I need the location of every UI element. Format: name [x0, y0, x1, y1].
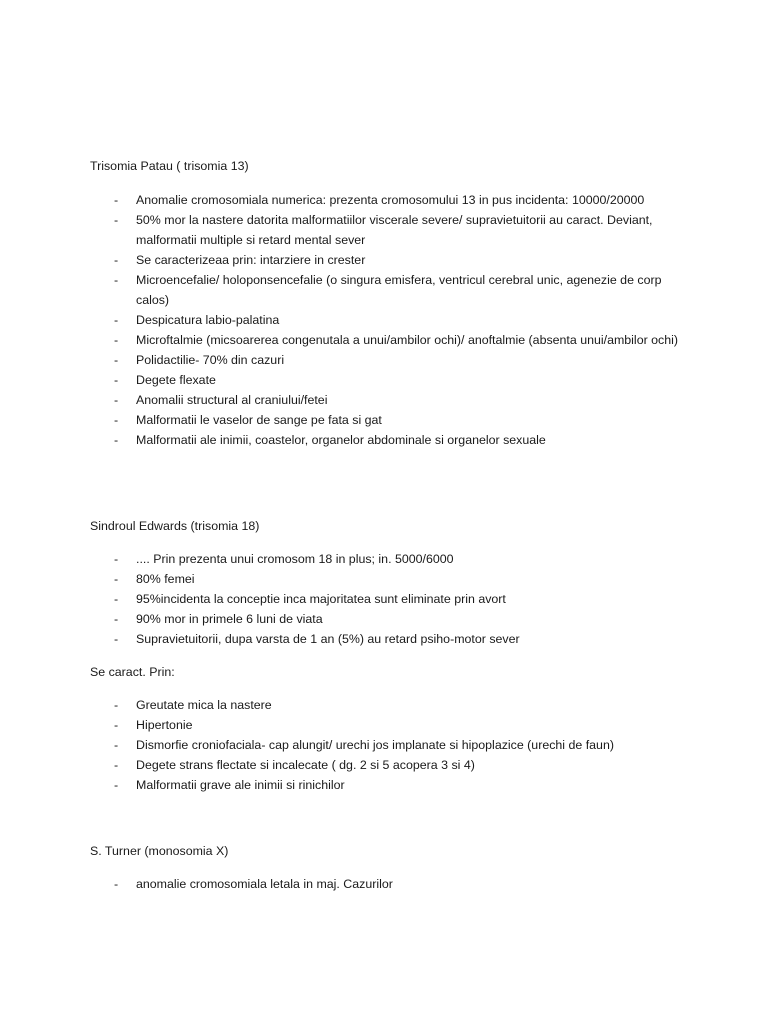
list-item-text: Polidactilie- 70% din cazuri	[136, 353, 285, 367]
list-item	[0, 715, 768, 735]
bullet-dash: -	[114, 353, 119, 367]
list-item	[0, 695, 768, 715]
list-item-text: Anomalie cromosomiala numerica: prezenta cromosomului 13 in pus incidenta: 10000/20000	[136, 193, 645, 207]
section-title-edwards: Sindroul Edwards (trisomia 18)	[90, 519, 260, 533]
bullet-dash: -	[114, 313, 119, 327]
list-item-text: 80% femei	[136, 572, 195, 586]
bullet-dash: -	[114, 572, 119, 586]
list-item	[0, 569, 768, 589]
list-item-text: Malformatii ale inimii, coastelor, organelor abdominale si organelor sexuale	[136, 433, 546, 447]
list-item	[0, 589, 768, 609]
list-item	[0, 370, 768, 390]
list-item	[0, 549, 768, 569]
list-item-text: Degete strans flectate si incalecate ( dg. 2 si 5 acopera 3 si 4)	[136, 758, 475, 772]
list-item	[0, 330, 768, 350]
list-item-text: Hipertonie	[136, 718, 193, 732]
bullet-dash: -	[114, 632, 119, 646]
list-item	[0, 190, 768, 210]
bullet-dash: -	[114, 738, 119, 752]
bullet-dash: -	[114, 373, 119, 387]
bullet-dash: -	[114, 253, 119, 267]
bullet-dash: -	[114, 333, 119, 347]
list-item-text: Microencefalie/ holoponsencefalie (o singura emisfera, ventricul cerebral unic, agenezie de corp calos)	[136, 273, 662, 307]
list-item-text: Despicatura labio-palatina	[136, 313, 280, 327]
bullet-dash: -	[114, 592, 119, 606]
list-item-text: 50% mor la nastere datorita malformatiilor viscerale severe/ supravietuitorii au caract. Deviant, malformatii multiple si retard mental sever	[136, 213, 653, 247]
list-item	[0, 350, 768, 370]
list-item	[0, 250, 768, 270]
list-item	[0, 609, 768, 629]
list-item-text: Malformatii grave ale inimii si rinichilor	[136, 778, 345, 792]
list-item-text: .... Prin prezenta unui cromosom 18 in plus; in. 5000/6000	[136, 552, 454, 566]
list-item-text: anomalie cromosomiala letala in maj. Cazurilor	[136, 877, 393, 891]
list-item	[0, 310, 768, 330]
bullet-dash: -	[114, 612, 119, 626]
bullet-dash: -	[114, 552, 119, 566]
list-item-text: Microftalmie (micsoarerea congenutala a unui/ambilor ochi)/ anoftalmie (absenta unui/ambilor ochi)	[136, 333, 679, 347]
list-item	[0, 430, 768, 450]
list-item-text: 90% mor in primele 6 luni de viata	[136, 612, 323, 626]
list-item-text: Malformatii le vaselor de sange pe fata si gat	[136, 413, 382, 427]
list-item	[0, 270, 768, 310]
bullet-dash: -	[114, 718, 119, 732]
list-item-text: 95%incidenta la conceptie inca majoritatea sunt eliminate prin avort	[136, 592, 506, 606]
bullet-dash: -	[114, 877, 119, 891]
list-item	[0, 874, 768, 894]
list-item	[0, 410, 768, 430]
list-item	[0, 775, 768, 795]
list-item-text: Degete flexate	[136, 373, 216, 387]
bullet-dash: -	[114, 273, 119, 287]
list-item	[0, 210, 768, 250]
bullet-dash: -	[114, 213, 119, 227]
turner-list	[0, 874, 768, 894]
section-title-patau: Trisomia Patau ( trisomia 13)	[90, 159, 249, 173]
list-item	[0, 629, 768, 649]
bullet-dash: -	[114, 413, 119, 427]
list-item-text: Dismorfie croniofaciala- cap alungit/ urechi jos implanate si hipoplazice (urechi de faun)	[136, 738, 614, 752]
edwards-subtitle: Se caract. Prin:	[90, 665, 175, 679]
bullet-dash: -	[114, 433, 119, 447]
list-item-text: Se caracterizeaa prin: intarziere in crester	[136, 253, 366, 267]
edwards-list	[0, 549, 768, 649]
edwards-characteristics-list	[0, 695, 768, 795]
list-item-text: Supravietuitorii, dupa varsta de 1 an (5%) au retard psiho-motor sever	[136, 632, 520, 646]
list-item	[0, 390, 768, 410]
section-title-turner: S. Turner (monosomia X)	[90, 844, 229, 858]
list-item-text: Greutate mica la nastere	[136, 698, 272, 712]
bullet-dash: -	[114, 698, 119, 712]
bullet-dash: -	[114, 758, 119, 772]
list-item-text: Anomalii structural al craniului/fetei	[136, 393, 328, 407]
bullet-dash: -	[114, 778, 119, 792]
list-item	[0, 755, 768, 775]
bullet-dash: -	[114, 193, 119, 207]
list-item	[0, 735, 768, 755]
patau-list	[0, 190, 768, 450]
bullet-dash: -	[114, 393, 119, 407]
